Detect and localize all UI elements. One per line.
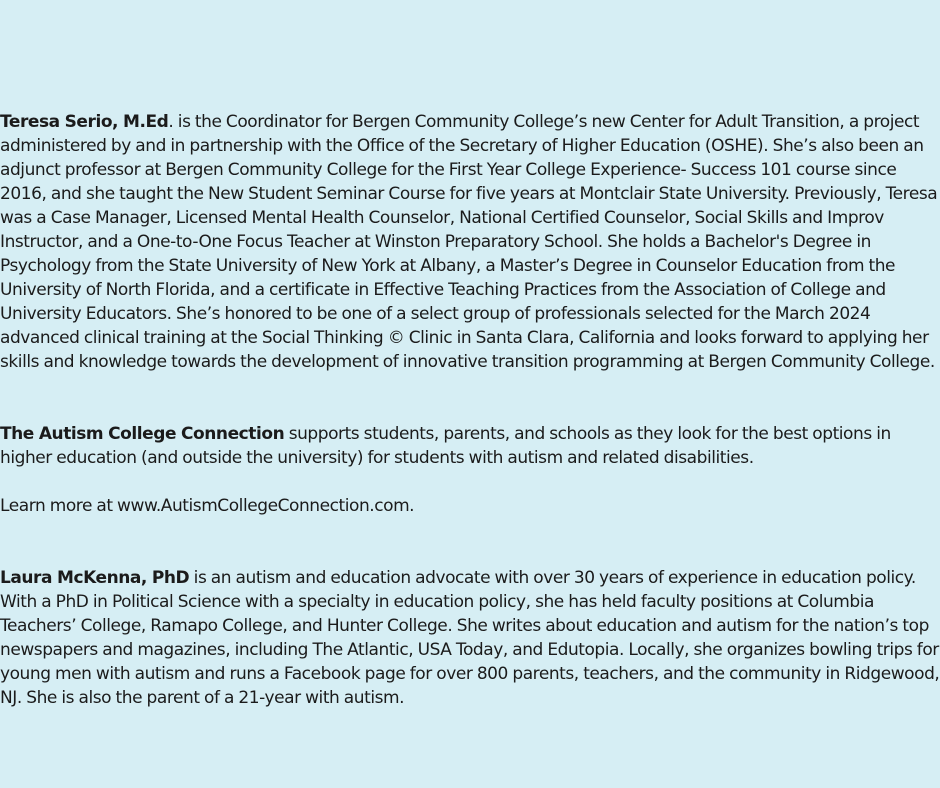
bio-acc-name: The Autism College Connection: [0, 424, 285, 444]
spacer: [0, 374, 940, 422]
bio-teresa-serio-name: Teresa Serio, M.Ed: [0, 112, 169, 132]
bio-autism-college-connection: [0, 422, 940, 470]
bio-laura-mckenna: [0, 566, 940, 710]
spacer: [0, 470, 940, 494]
spacer: [0, 518, 940, 566]
learn-more-text: Learn more at www.AutismCollegeConnection.com.: [0, 496, 415, 516]
bio-laura-mckenna-text: is an autism and education advocate with over 30 years of experience in education policy. With a PhD in Political Science with a specialty in education policy, she has held faculty positions at Columbia Teachers’ College, Ramapo College, and Hunter College. She writes about education and autism for the nation’s top newspapers and magazines, including The Atlantic, USA Today, and Edutopia. Locally, she organizes bowling trips for young men with autism and runs a Facebook page for over 800 parents, teachers, and the community in Ridgewood, NJ. She is also the parent of a 21-year with autism.: [0, 568, 940, 708]
bio-teresa-serio-text: . is the Coordinator for Bergen Community College’s new Center for Adult Transition, a project administered by and in partnership with the Office of the Secretary of Higher Education (OSHE). She’s also been an adjunct professor at Bergen Community College for the First Year College Experience- Success 101 course since 2016, and she taught the New Student Seminar Course for five years at Montclair State University. Previously, Teresa was a Case Manager, Licensed Mental Health Counselor, National Certified Counselor, Social Skills and Improv Instructor, and a One-to-One Focus Teacher at Winston Preparatory School. She holds a Bachelor's Degree in Psychology from the State University of New York at Albany, a Master’s Degree in Counselor Education from the University of North Florida, and a certificate in Effective Teaching Practices from the Association of College and University Educators. She’s honored to be one of a select group of professionals selected for the March 2024 advanced clinical training at the Social Thinking © Clinic in Santa Clara, California and looks forward to applying her skills and knowledge towards the development of innovative transition programming at Bergen Community College.: [0, 112, 938, 372]
bio-teresa-serio: [0, 110, 940, 374]
bios-content: [0, 110, 940, 710]
bio-laura-mckenna-name: Laura McKenna, PhD: [0, 568, 190, 588]
bio-acc-text: supports students, parents, and schools as they look for the best options in higher education (and outside the university) for students with autism and related disabilities.: [0, 424, 891, 468]
